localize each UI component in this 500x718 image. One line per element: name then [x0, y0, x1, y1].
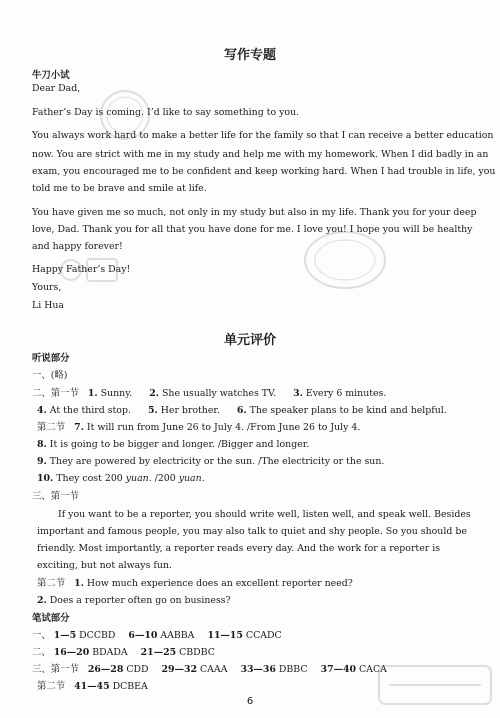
answer-number: 1. [87, 388, 98, 399]
written-part-1 [32, 630, 282, 642]
answer-key: DCBEA [112, 681, 148, 692]
answer-text: Sunny. [100, 388, 133, 399]
answer-number: 8. [37, 439, 47, 450]
letter-paragraph-2-line: now. You are strict with me in my study and help me with my homework. When I did badly in an [32, 149, 489, 160]
listening-part-1: 一、(略) [32, 370, 68, 381]
letter-paragraph-2-line: told me to be brave and smile at life. [32, 183, 207, 194]
answer-key: BDADA [92, 647, 128, 658]
answer-text: She usually watches TV. [162, 388, 277, 399]
answer-text: Her brother. [160, 405, 220, 416]
answer-range: 37—40 [320, 664, 357, 675]
answer-number: 1. [74, 578, 84, 589]
answer-range: 26—28 [87, 664, 124, 675]
answer-number: 3. [293, 388, 303, 399]
answer-text: It is going to be bigger and longer. /Bigger and longer. [49, 439, 310, 450]
answer-text: It will run from June 26 to July 4. /From June 26 to July 4. [86, 422, 361, 433]
answer-text: At the third stop. [49, 405, 131, 416]
answer-key: CCADC [245, 630, 282, 641]
answer-number: 5. [147, 405, 158, 416]
answer-key: CAAA [199, 664, 228, 675]
answer-text: yuan [178, 473, 202, 484]
letter-salutation: Dear Dad, [32, 83, 81, 94]
letter-paragraph-3-line: You have given me so much, not only in my study but also in my life. Thank you for your deep [32, 207, 477, 218]
listening-part-2-row-1 [32, 388, 386, 400]
letter-signature: Li Hua [32, 300, 65, 311]
listening-part-2-row-5 [37, 456, 384, 468]
answer-number: 10. [37, 473, 54, 484]
answer-text: They cost 200 [56, 473, 123, 484]
answer-number: 6. [236, 405, 247, 416]
answer-number: 9. [37, 456, 47, 467]
listening-part-2-row-2 [37, 405, 447, 417]
part-subsection: 第二节 [37, 422, 66, 433]
answer-key: DBBC [278, 664, 308, 675]
answer-number: 4. [37, 405, 47, 416]
answer-text: They are powered by electricity or the sun. /The electricity or the sun. [49, 456, 385, 467]
listening-part-3-line: important and famous people, you may also talk to quiet and shy people. So you should be [37, 526, 467, 537]
answer-number: 2. [37, 595, 47, 606]
answer-range: 33—36 [240, 664, 276, 675]
answer-range: 21—25 [140, 647, 177, 658]
letter-closing-1: Happy Father’s Day! [32, 264, 131, 275]
written-part-3-row-1 [32, 664, 387, 676]
letter-paragraph-1: Father’s Day is coming. I’d like to say something to you. [32, 107, 300, 118]
answer-key: CACA [359, 664, 387, 675]
section-label-practice: 牛刀小试 [32, 70, 70, 81]
listening-part-2-row-3 [37, 422, 360, 434]
letter-paragraph-3-line: love, Dad. Thank you for all that you have done for me. I love you! I hope you will be healthy [32, 224, 473, 235]
listening-part-3-row [37, 578, 353, 590]
letter-paragraph-2-line: exam, you encouraged me to be confident and keep working hard. When I had trouble in life, you [32, 166, 496, 177]
answer-range: 6—10 [128, 630, 158, 641]
unit-title: 单元评价 [223, 333, 276, 348]
letter-closing-2: Yours, [32, 282, 62, 293]
listening-part-3-line: friendly. Most importantly, a reporter reads every day. And the work for a reporter is [37, 543, 441, 554]
answer-text: . /200 [148, 473, 176, 484]
answer-number: 7. [74, 422, 84, 433]
answer-text: The speaker plans to be kind and helpful. [249, 405, 447, 416]
answer-range: 16—20 [53, 647, 90, 658]
listening-section-label: 听说部分 [32, 353, 70, 364]
part-prefix: 二、 [32, 647, 51, 658]
answer-range: 1—5 [53, 630, 77, 641]
answer-text: How much experience does an excellent reporter need? [86, 578, 353, 589]
listening-part-3-line: If you want to be a reporter, you should write well, listen well, and speak well. Besides [58, 509, 471, 520]
listening-part-3-row [37, 595, 231, 607]
answer-number: 2. [149, 388, 160, 399]
written-part-2 [32, 647, 215, 659]
listening-part-2-row-4 [37, 439, 309, 451]
letter-paragraph-3-line: and happy forever! [32, 241, 123, 252]
letter-paragraph-2-line: You always work hard to make a better life for the family so that I can receive a better education [32, 130, 494, 141]
answer-key: DCCBD [79, 630, 116, 641]
answer-text: yuan [125, 473, 149, 484]
listening-part-3-line: exciting, but not always fun. [37, 560, 172, 571]
answer-key: CDD [126, 664, 149, 675]
listening-part-2-row-6 [37, 473, 205, 485]
answer-text: Every 6 minutes. [305, 388, 387, 399]
answer-text: Does a reporter often go on business? [49, 595, 231, 606]
listening-part-3-prefix: 三、第一节 [32, 491, 79, 502]
part-prefix: 一、 [32, 630, 51, 641]
part-subsection: 第二节 [37, 681, 66, 692]
page-number: 6 [246, 696, 254, 707]
answer-range: 41—45 [74, 681, 110, 692]
answer-range: 29—32 [161, 664, 197, 675]
written-section-label: 笔试部分 [32, 613, 70, 624]
answer-key: AABBA [160, 630, 195, 641]
part-prefix: 二、第一节 [32, 388, 79, 399]
part-subsection: 第二节 [37, 578, 66, 589]
answer-key: CBDBC [179, 647, 215, 658]
answer-range: 11—15 [207, 630, 243, 641]
writing-title: 写作专题 [223, 48, 276, 63]
answer-text: . [201, 473, 205, 484]
written-part-3-row-2 [37, 681, 148, 693]
part-prefix: 三、第一节 [32, 664, 79, 675]
